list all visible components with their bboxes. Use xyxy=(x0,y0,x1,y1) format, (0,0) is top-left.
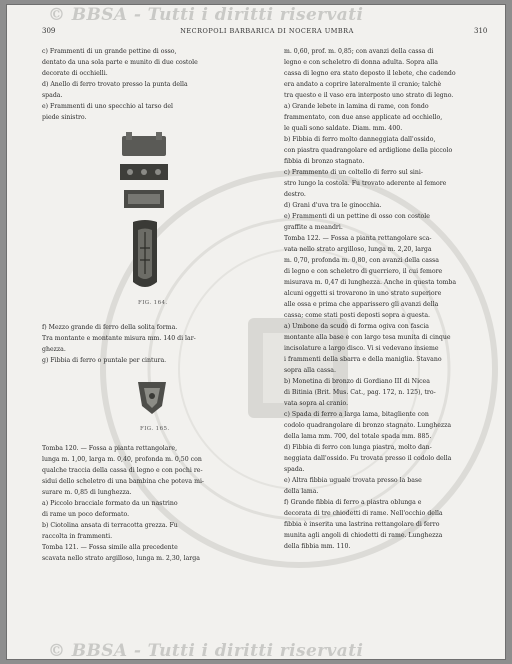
paragraph: f) Grande fibbia di ferro a piastra oblunga e xyxy=(284,499,422,506)
paragraph: a) Umbone da scudo di forma ogiva con fascia xyxy=(284,323,429,330)
paragraph: ghezza. xyxy=(42,346,66,353)
paragraph: destro. xyxy=(284,191,306,198)
paragraph: era andato a coprire lateralmente il cranio; talchè xyxy=(284,81,442,88)
paragraph: misurava m. 0,47 di lunghezza. Anche in questa tomba xyxy=(284,279,457,286)
paragraph: qualche traccia della cassa di legno e con pochi re- xyxy=(42,467,203,474)
paragraph: montante alla base e con largo tesa munita di cinque xyxy=(284,334,451,341)
paragraph: e) Frammenti di uno specchio al tarso del xyxy=(42,103,173,110)
paragraph: munita agli angoli di chiodetti di rame. Lunghezza xyxy=(284,532,443,539)
left-column-bottom xyxy=(42,443,260,564)
paragraph: b) Fibbia di ferro molto danneggiata dall'ossido, xyxy=(284,136,436,143)
paragraph: raccolta in frammenti. xyxy=(42,533,113,540)
page-number-right: 310 xyxy=(474,27,488,35)
paragraph: alle ossa e prima che apparissero gli avanzi della xyxy=(284,301,439,308)
paragraph: graffite a meandri. xyxy=(284,224,343,231)
paragraph: i frammenti della sbarra e della maniglia. Stavano xyxy=(284,356,442,363)
paragraph: b) Ciotolina ansata di terracotta grezza. Fu xyxy=(42,522,178,529)
paragraph: con piastra quadrangolare ed ardiglione della piccolo xyxy=(284,147,453,154)
paragraph: e) Altra fibbia uguale trovata presso la base xyxy=(284,477,422,484)
paragraph: m. 0,70, profonda m. 0,80, con avanzi della cassa xyxy=(284,257,439,264)
paragraph: m. 0,60, prof. m. 0,85; con avanzi della cassa di xyxy=(284,48,434,55)
paragraph: Tra montante e montante misura mm. 140 di lar- xyxy=(42,335,196,342)
paragraph: vata nello strato argilloso, lunga m. 2,20, larga xyxy=(284,246,432,253)
paragraph: d) Grani d'uva tra le ginocchia. xyxy=(284,202,382,209)
paragraph: fibbia è inserita una lastrina rettangolare di ferro xyxy=(284,521,440,528)
paragraph: di rame un poco deformato. xyxy=(42,511,130,518)
paragraph: c) Spada di ferro a larga lama, bitagliente con xyxy=(284,411,429,418)
comb-fragment-figure xyxy=(116,130,172,184)
paragraph: frammentato, con due anse applicate ad occhiello, xyxy=(284,114,443,121)
mirror-figure xyxy=(129,218,161,292)
watermark-top: © BBSA - Tutti i diritti riservati xyxy=(48,5,364,25)
paragraph: piede sinistro. xyxy=(42,114,87,121)
left-column-top xyxy=(42,46,260,123)
paragraph: della lama mm. 700, del totale spada mm. 885. xyxy=(284,433,432,440)
right-column xyxy=(284,46,490,552)
watermark-bottom: © BBSA - Tutti i diritti riservati xyxy=(48,641,364,661)
paragraph: cassa di legno era stato deposto il lebete, che cadendo xyxy=(284,70,456,77)
paragraph: d) Fibbia di ferro con lunga piastra, molto dan- xyxy=(284,444,432,451)
paragraph: cassa; come stati posti deposti sopra a questa. xyxy=(284,312,430,319)
left-column-middle xyxy=(42,322,260,366)
paragraph: di legno e con scheletro di guerriero, il cui femore xyxy=(284,268,443,275)
paragraph: dentato da una sola parte e munito di due costole xyxy=(42,59,198,66)
paragraph: g) Fibbia di ferro o puntale per cintura. xyxy=(42,357,167,364)
figure-caption: FIG. 165. xyxy=(140,426,170,432)
paragraph: Tomba 121. — Fossa simile alla precedente xyxy=(42,544,178,551)
paragraph: della lama. xyxy=(284,488,319,495)
comb-detail-figure xyxy=(124,188,164,210)
paragraph: decorate di occhielli. xyxy=(42,70,108,77)
paragraph: sidui dello scheletro di una bambina che poteva mi- xyxy=(42,478,205,485)
paragraph: neggiata dall'ossido. Fu trovata presso il codolo della xyxy=(284,455,452,462)
running-title: NECROPOLI BARBARICA DI NOCERA UMBRA xyxy=(180,27,354,35)
paragraph: Tomba 122. — Fossa a pianta rettangolare sca- xyxy=(284,235,432,242)
paragraph: le quali sono saldate. Diam. mm. 400. xyxy=(284,125,403,132)
paragraph: decorata di tre chiodetti di rame. Nell'occhio della xyxy=(284,510,443,517)
paragraph: incisolature a largo disco. Vi si vedevano insieme xyxy=(284,345,439,352)
paragraph: stro lungo la costola. Fu trovato aderente al femore xyxy=(284,180,447,187)
page-number-left: 309 xyxy=(42,27,56,35)
figure-caption: FIG. 164. xyxy=(138,300,168,306)
paragraph: tra questo e il vaso era interposto uno strato di legno. xyxy=(284,92,454,99)
paragraph: spada. xyxy=(284,466,305,473)
paragraph: di Bitinia (Brit. Mus. Cat., pag. 172, n. 125), tro- xyxy=(284,389,436,396)
paragraph: sopra alla cassa. xyxy=(284,367,336,374)
paragraph: e) Frammenti di un pettine di osso con costole xyxy=(284,213,430,220)
paragraph: lunga m. 1,00, larga m. 0,40, profonda m. 0,50 con xyxy=(42,456,202,463)
buckle-figure xyxy=(134,376,170,416)
paragraph: d) Anello di ferro trovato presso la punta della xyxy=(42,81,188,88)
paragraph: spada. xyxy=(42,92,63,99)
paragraph: a) Grande lebete in lamina di rame, con fondo xyxy=(284,103,429,110)
paragraph: della fibbia mm. 110. xyxy=(284,543,351,550)
paragraph: fibbia di bronzo stagnato. xyxy=(284,158,365,165)
paragraph: c) Frammenti di un grande pettine di osso, xyxy=(42,48,177,55)
paragraph: surare m. 0,85 di lunghezza. xyxy=(42,489,132,496)
paragraph: Tomba 120. — Fossa a pianta rettangolare, xyxy=(42,445,178,452)
paragraph: scavata nello strato argilloso, lunga m. 2,30, larga xyxy=(42,555,200,562)
paragraph: b) Monetina di bronzo di Gordiano III di Nicea xyxy=(284,378,430,385)
paragraph: a) Piccolo bracciale formato da un nastrino xyxy=(42,500,178,507)
paragraph: f) Mezzo grande di ferro della solita forma. xyxy=(42,324,178,331)
paragraph: vata sopra al cranio. xyxy=(284,400,349,407)
paragraph: alcuni oggetti si trovarono in uno strato superiore xyxy=(284,290,442,297)
document-page xyxy=(6,4,506,660)
paragraph: c) Frammento di un coltello di ferro sul sini- xyxy=(284,169,423,176)
paragraph: legno e con scheletro di donna adulta. Sopra alla xyxy=(284,59,438,66)
paragraph: codolo quadrangolare di bronzo stagnato. Lunghezza xyxy=(284,422,452,429)
